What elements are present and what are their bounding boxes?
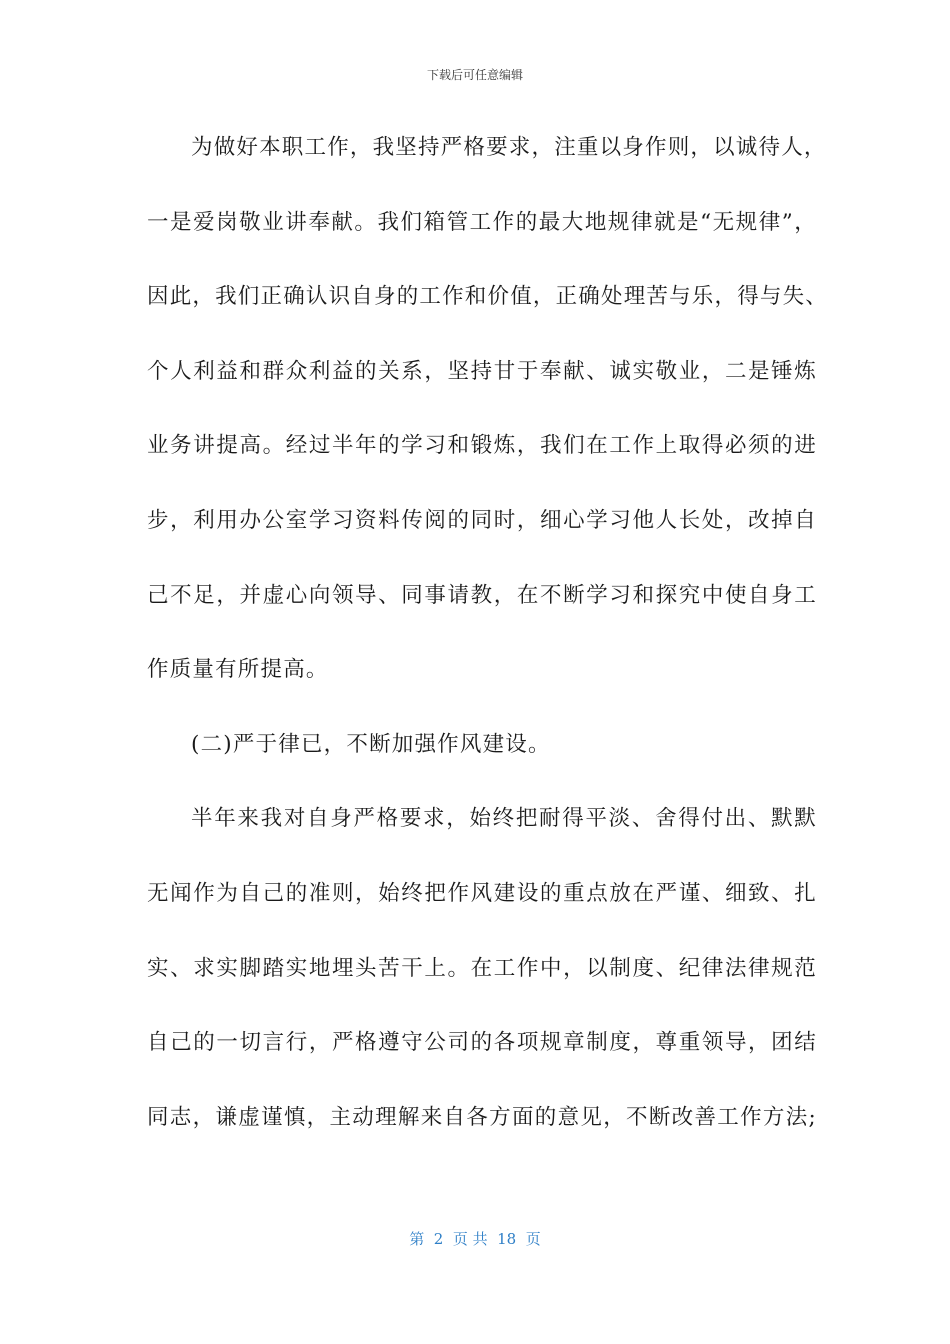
paragraph-line: 实、求实脚踏实地埋头苦干上。在工作中，以制度、纪律法律规范 xyxy=(147,955,817,981)
section-heading: (二)严于律已，不断加强作风建设。 xyxy=(191,731,551,757)
paragraph-line: 个人利益和群众利益的关系，坚持甘于奉献、诚实敬业，二是锤炼 xyxy=(147,358,817,384)
paragraph-line: 同志，谦虚谨慎，主动理解来自各方面的意见，不断改善工作方法; xyxy=(147,1104,817,1130)
paragraph-line: 因此，我们正确认识自身的工作和价值，正确处理苦与乐，得与失、 xyxy=(147,284,829,310)
page-number-label: 第 2 页 共 18 页 xyxy=(409,1230,541,1248)
paragraph-line: 步，利用办公室学习资料传阅的同时，细心学习他人长处，改掉自 xyxy=(147,507,817,533)
document-body xyxy=(147,128,829,1172)
paragraph-line: 为做好本职工作，我坚持严格要求，注重以身作则，以诚待人， xyxy=(191,135,827,160)
paragraph-line: 一是爱岗敬业讲奉献。我们箱管工作的最大地规律就是“无规律”， xyxy=(147,209,817,235)
header-note: 下载后可任意编辑 xyxy=(426,68,523,82)
paragraph-line: 半年来我对自身严格要求，始终把耐得平淡、舍得付出、默默 xyxy=(191,806,817,832)
paragraph-line: 作质量有所提高。 xyxy=(147,657,329,683)
paragraph-line: 自己的一切言行，严格遵守公司的各项规章制度，尊重领导，团结 xyxy=(147,1030,817,1056)
paragraph-line: 己不足，并虚心向领导、同事请教，在不断学习和探究中使自身工 xyxy=(147,582,817,608)
page-footer xyxy=(0,1229,950,1249)
paragraph-line: 业务讲提高。经过半年的学习和锻炼，我们在工作上取得必须的进 xyxy=(147,433,817,459)
paragraph-line: 无闻作为自己的准则，始终把作风建设的重点放在严谨、细致、扎 xyxy=(147,880,817,906)
